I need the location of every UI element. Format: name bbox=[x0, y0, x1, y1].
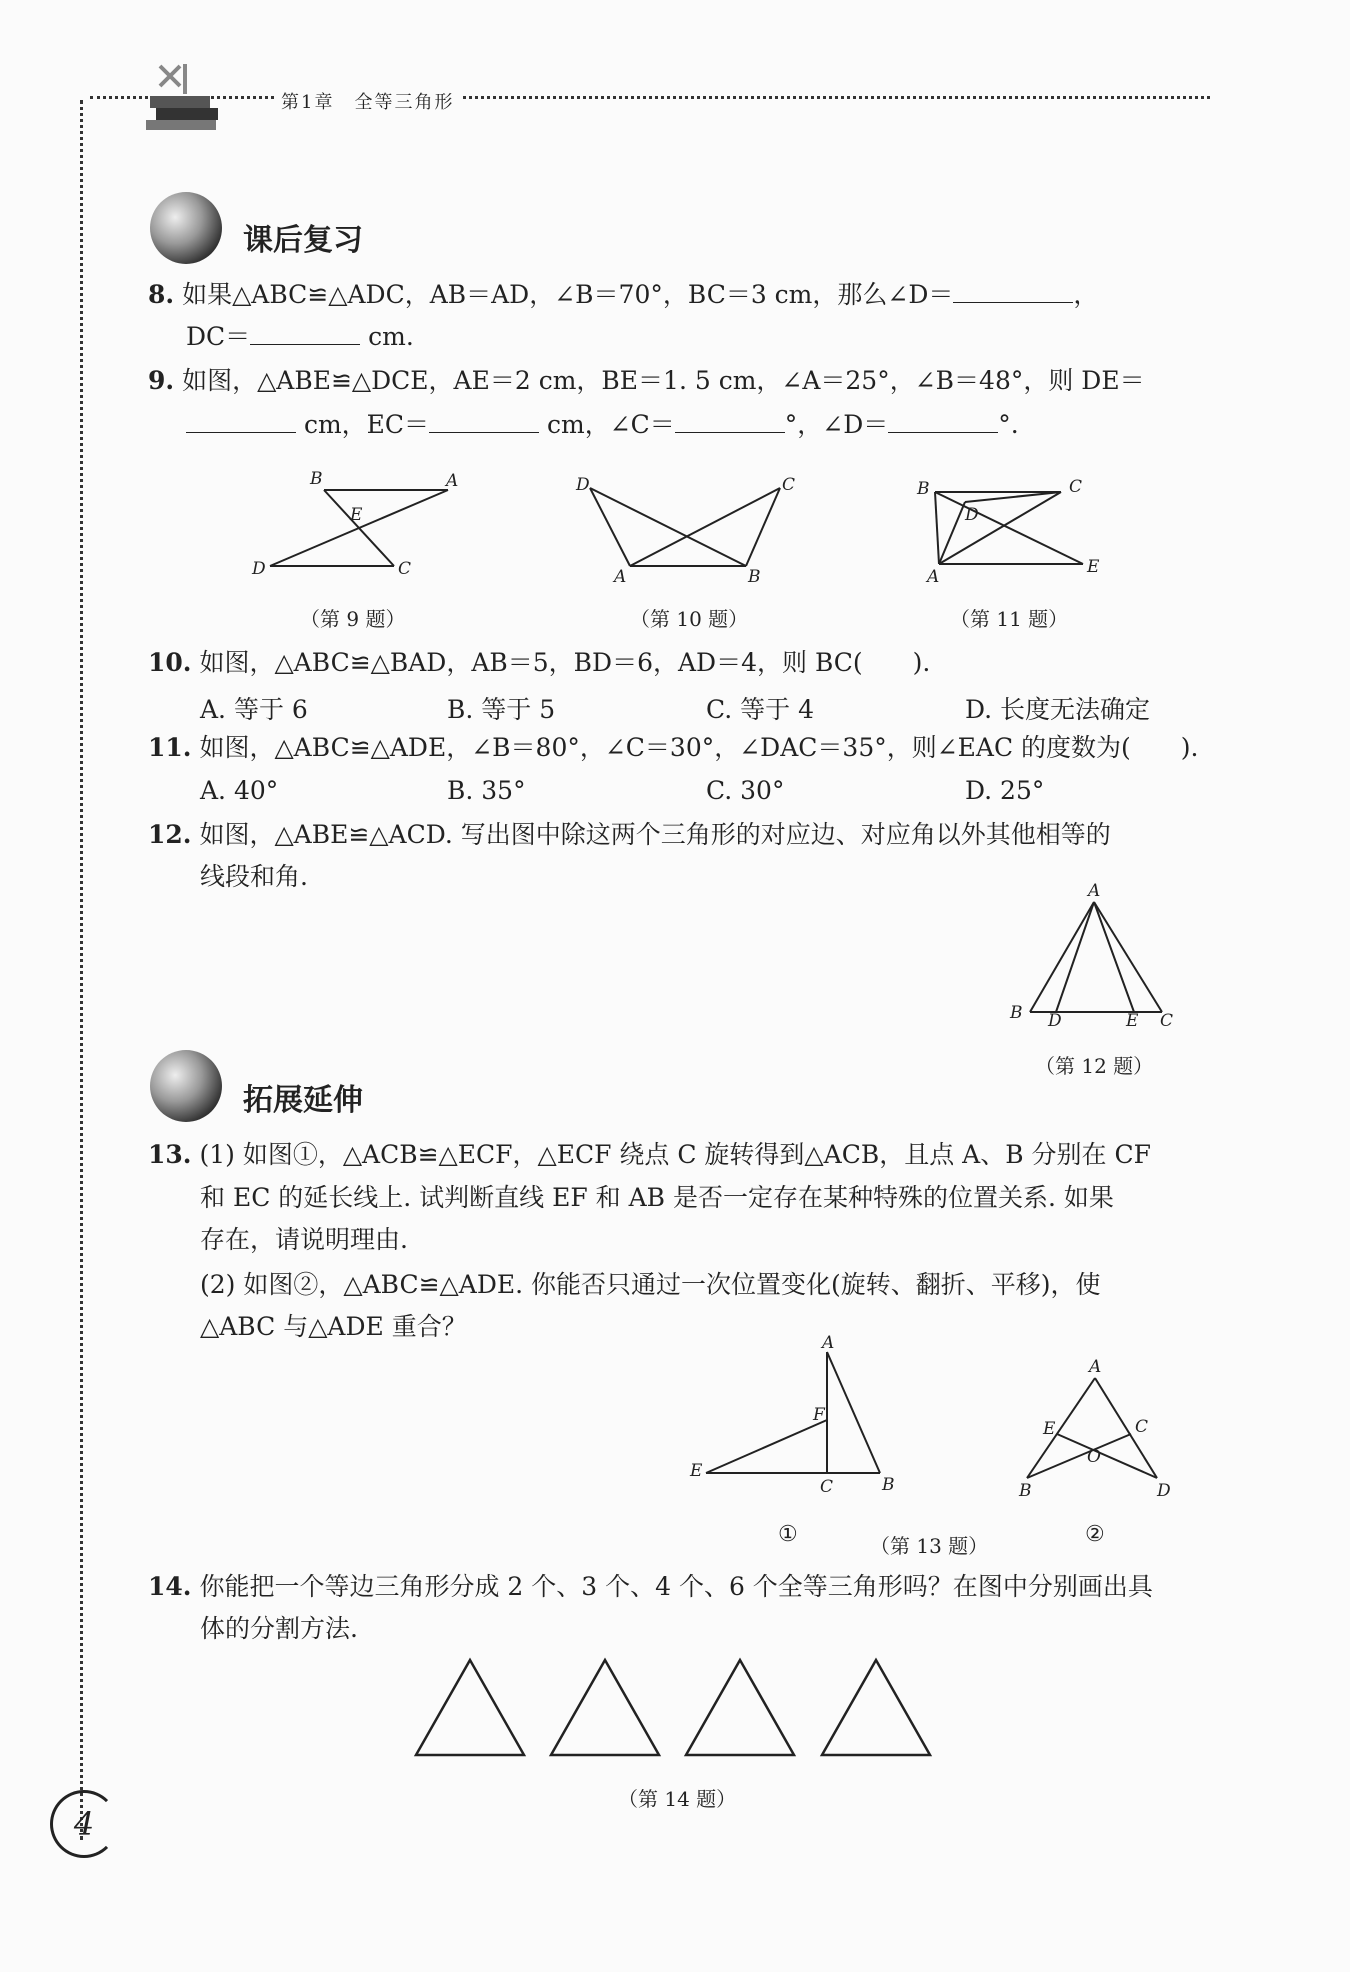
label-c: C bbox=[820, 1477, 834, 1497]
question-13-line5: △ABC 与△ADE 重合？ bbox=[200, 1312, 467, 1341]
label-c: C bbox=[1135, 1417, 1149, 1437]
label-b: B bbox=[310, 469, 323, 489]
label-e: E bbox=[1087, 557, 1100, 577]
option-c[interactable]: C. 30° bbox=[706, 776, 785, 805]
option-b[interactable]: B. 等于 5 bbox=[447, 695, 556, 724]
globe-icon bbox=[150, 1050, 222, 1122]
label-d: D bbox=[965, 505, 979, 525]
label-e: E bbox=[1043, 1419, 1056, 1439]
label-c: C bbox=[398, 559, 412, 579]
caption-fig10: （第 10 题） bbox=[630, 607, 749, 631]
answer-blank[interactable] bbox=[186, 410, 296, 433]
option-a[interactable]: A. 等于 6 bbox=[200, 695, 308, 724]
option-d[interactable]: D. 25° bbox=[965, 776, 1045, 805]
label-a: A bbox=[446, 471, 459, 491]
page-number: 4 bbox=[50, 1790, 118, 1858]
figure-mark-2: ② bbox=[1085, 1522, 1105, 1547]
header-dotted-line bbox=[90, 96, 1210, 99]
label-a: A bbox=[1089, 1357, 1102, 1377]
question-14-line1: 14. 你能把一个等边三角形分成 2 个、3 个、4 个、6 个全等三角形吗？在图中分别画出具 bbox=[148, 1572, 1153, 1601]
question-14-line2: 体的分割方法. bbox=[200, 1614, 358, 1643]
answer-blank[interactable] bbox=[953, 280, 1073, 303]
caption-fig13: （第 13 题） bbox=[870, 1534, 989, 1558]
figure-13-2 bbox=[1005, 1350, 1195, 1505]
caption-fig11: （第 11 题） bbox=[950, 607, 1069, 631]
section-title-review: 课后复习 bbox=[243, 223, 363, 258]
label-a: A bbox=[614, 567, 627, 587]
option-c[interactable]: C. 等于 4 bbox=[706, 695, 814, 724]
label-d: D bbox=[1157, 1481, 1171, 1501]
answer-blank[interactable] bbox=[250, 322, 360, 345]
label-b: B bbox=[882, 1475, 895, 1495]
label-b: B bbox=[1010, 1003, 1023, 1023]
caption-fig9: （第 9 题） bbox=[300, 607, 406, 631]
globe-icon bbox=[150, 192, 222, 264]
figure-9 bbox=[240, 462, 470, 587]
figure-12 bbox=[1000, 880, 1190, 1030]
triangle-2[interactable] bbox=[551, 1660, 659, 1755]
question-9-line1: 9. 如图，△ABE≌△DCE，AE＝2 cm，BE＝1. 5 cm，∠A＝25°，∠B＝48°，则 DE＝ bbox=[148, 366, 1145, 395]
label-a: A bbox=[822, 1333, 835, 1353]
triangle-3[interactable] bbox=[686, 1660, 794, 1755]
answer-blank[interactable] bbox=[675, 410, 785, 433]
question-11: 11. 如图，△ABC≌△ADE，∠B＝80°，∠C＝30°，∠DAC＝35°，则∠EAC 的度数为( ). bbox=[148, 733, 1199, 762]
label-c: C bbox=[782, 475, 796, 495]
figure-10 bbox=[568, 462, 808, 587]
figure-14 bbox=[410, 1650, 950, 1765]
question-8-line2: DC＝ cm. bbox=[186, 322, 414, 351]
triangle-1[interactable] bbox=[416, 1660, 524, 1755]
question-12-line1: 12. 如图，△ABE≌△ACD. 写出图中除这两个三角形的对应边、对应角以外其他相等的 bbox=[148, 820, 1111, 849]
label-d: D bbox=[252, 559, 266, 579]
label-e: E bbox=[1126, 1011, 1139, 1030]
question-8-line1: 8. 如果△ABC≌△ADC，AB＝AD，∠B＝70°，BC＝3 cm，那么∠D＝ ， bbox=[148, 280, 1099, 309]
question-12-line2: 线段和角. bbox=[200, 862, 308, 891]
label-f: F bbox=[813, 1405, 825, 1425]
question-10: 10. 如图，△ABC≌△BAD，AB＝5，BD＝6，AD＝4，则 BC( ). bbox=[148, 648, 931, 677]
label-d: D bbox=[576, 475, 590, 495]
label-o: O bbox=[1087, 1447, 1101, 1467]
label-c: C bbox=[1160, 1011, 1174, 1030]
label-b: B bbox=[917, 479, 930, 499]
question-9-line2: cm，EC＝ cm，∠C＝ °，∠D＝ °. bbox=[186, 410, 1019, 440]
option-a[interactable]: A. 40° bbox=[200, 776, 279, 805]
option-d[interactable]: D. 长度无法确定 bbox=[965, 695, 1151, 724]
label-b: B bbox=[1019, 1481, 1032, 1501]
figure-11 bbox=[905, 462, 1135, 587]
label-b: B bbox=[748, 567, 761, 587]
section-title-extension: 拓展延伸 bbox=[243, 1083, 363, 1118]
label-c: C bbox=[1069, 477, 1083, 497]
label-a: A bbox=[927, 567, 940, 587]
answer-blank[interactable] bbox=[888, 410, 998, 433]
margin-dotted-line bbox=[80, 100, 83, 1840]
caption-fig14: （第 14 题） bbox=[618, 1787, 737, 1811]
figure-13-1 bbox=[680, 1330, 910, 1505]
label-a: A bbox=[1088, 881, 1101, 901]
option-b[interactable]: B. 35° bbox=[447, 776, 526, 805]
label-e: E bbox=[350, 505, 363, 525]
question-13-line1: 13. (1) 如图①，△ACB≌△ECF，△ECF 绕点 C 旋转得到△ACB，且点 A、B 分别在 CF bbox=[148, 1140, 1151, 1169]
label-d: D bbox=[1048, 1011, 1062, 1030]
triangle-4[interactable] bbox=[822, 1660, 930, 1755]
label-e: E bbox=[690, 1461, 703, 1481]
chapter-header: 第1章 全等三角形 bbox=[275, 88, 460, 114]
figure-mark-1: ① bbox=[778, 1522, 798, 1547]
answer-blank[interactable] bbox=[429, 410, 539, 433]
caption-fig12: （第 12 题） bbox=[1035, 1054, 1154, 1078]
question-13-line3: 存在，请说明理由. bbox=[200, 1225, 408, 1254]
question-13-line2: 和 EC 的延长线上. 试判断直线 EF 和 AB 是否一定存在某种特殊的位置关系. 如果 bbox=[200, 1183, 1114, 1212]
question-13-line4: (2) 如图②，△ABC≌△ADE. 你能否只通过一次位置变化(旋转、翻折、平移)，使 bbox=[200, 1270, 1101, 1299]
book-logo-icon bbox=[140, 56, 230, 136]
